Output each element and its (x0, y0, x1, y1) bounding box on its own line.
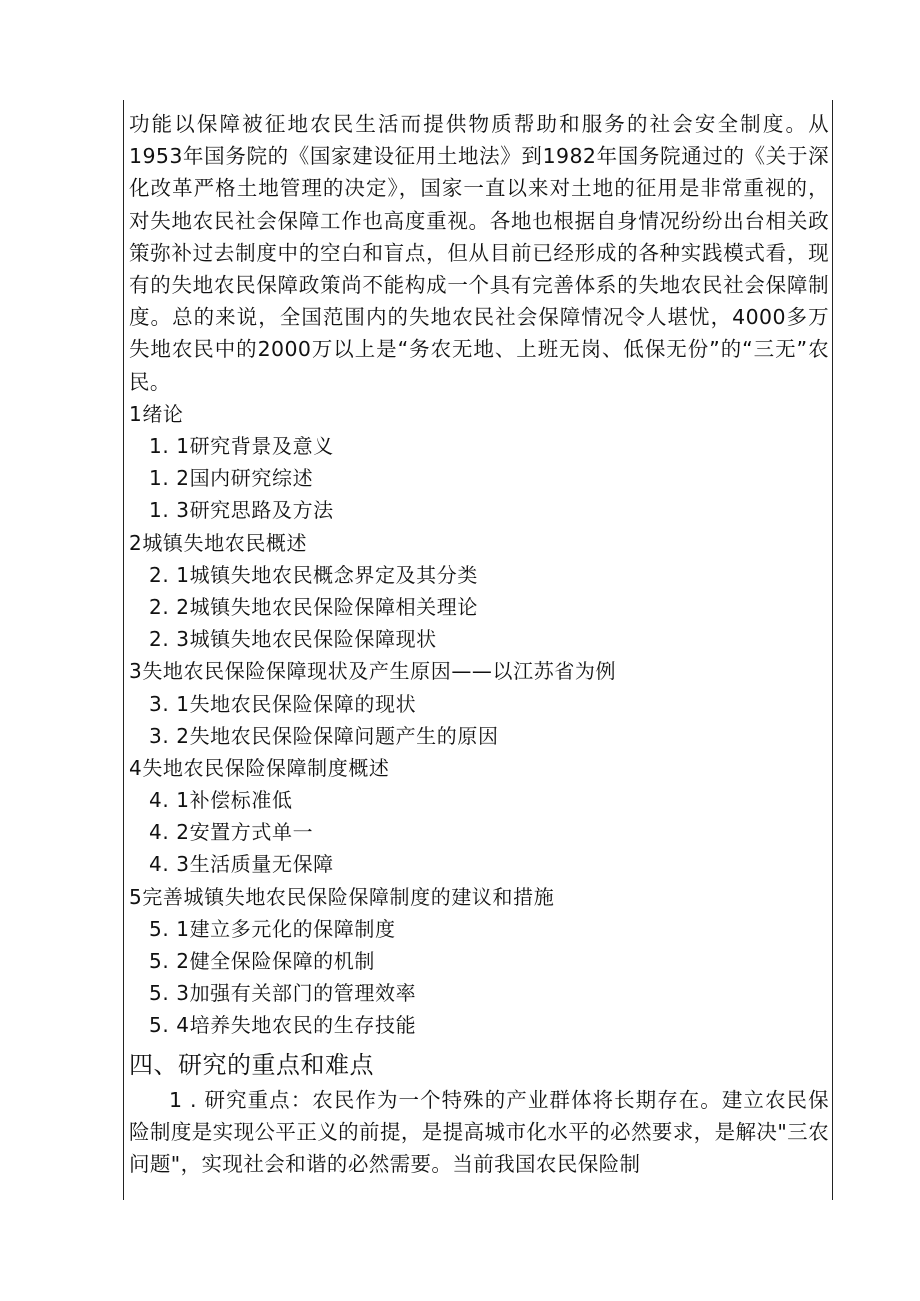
outline-item: 1绪论 (129, 401, 184, 426)
outline-item: 5. 2健全保险保障的机制 (149, 949, 375, 974)
outline-item: 5. 3加强有关部门的管理效率 (149, 981, 417, 1006)
outline-list (129, 398, 829, 1042)
outline-item: 2. 3城镇失地农民保险保障现状 (149, 627, 437, 652)
outline-item: 5. 1建立多元化的保障制度 (149, 916, 396, 941)
outline-item: 5完善城镇失地农民保险保障制度的建议和措施 (129, 884, 555, 909)
outline-item: 2. 1城镇失地农民概念界定及其分类 (149, 562, 478, 587)
outline-item: 3失地农民保险保障现状及产生原因——以江苏省为例 (129, 659, 617, 684)
outline-item: 5. 4培养失地农民的生存技能 (149, 1013, 417, 1038)
outline-item: 1. 2国内研究综述 (149, 466, 314, 491)
outline-item: 3. 1失地农民保险保障的现状 (149, 691, 417, 716)
outline-item: 4. 3生活质量无保障 (149, 852, 334, 877)
document-body (129, 108, 829, 1180)
outline-item: 4. 1补偿标准低 (149, 788, 293, 813)
section-paragraph: 1 . 研究重点：农民作为一个特殊的产业群体将长期存在。建立农民保险制度是实现公平正义的前提，是提高城市化水平的必然要求，是解决"三农问题"，实现社会和谐的必然需要。当前我国农民保险制 (129, 1087, 829, 1176)
outline-item: 1. 3研究思路及方法 (149, 498, 334, 523)
outline-item: 2城镇失地农民概述 (129, 530, 308, 555)
outline-item: 2. 2城镇失地农民保险保障相关理论 (149, 594, 478, 619)
outline-item: 4失地农民保险保障制度概述 (129, 755, 390, 780)
section-heading: 四、研究的重点和难点 (129, 1050, 374, 1079)
outline-item: 1. 1研究背景及意义 (149, 434, 334, 459)
outline-item: 4. 2安置方式单一 (149, 820, 314, 845)
intro-paragraph: 功能以保障被征地农民生活而提供物质帮助和服务的社会安全制度。从1953年国务院的《国家建设征用土地法》到1982年国务院通过的《关于深化改革严格土地管理的决定》，国家一直以来对土地的征用是非常重视的，对失地农民社会保障工作也高度重视。各地也根据自身情况纷纷出台相关政策弥补过去制度中的空白和盲点，但从目前已经形成的各种实践模式看，现有的失地农民保障政策尚不能构成一个具有完善体系的失地农民社会保障制度。总的来说，全国范围内的失地农民社会保障情况令人堪忧，4000多万失地农民中的2000万以上是“务农无地、上班无岗、低保无份”的“三无”农民。 (129, 112, 829, 394)
outline-item: 3. 2失地农民保险保障问题产生的原因 (149, 723, 499, 748)
